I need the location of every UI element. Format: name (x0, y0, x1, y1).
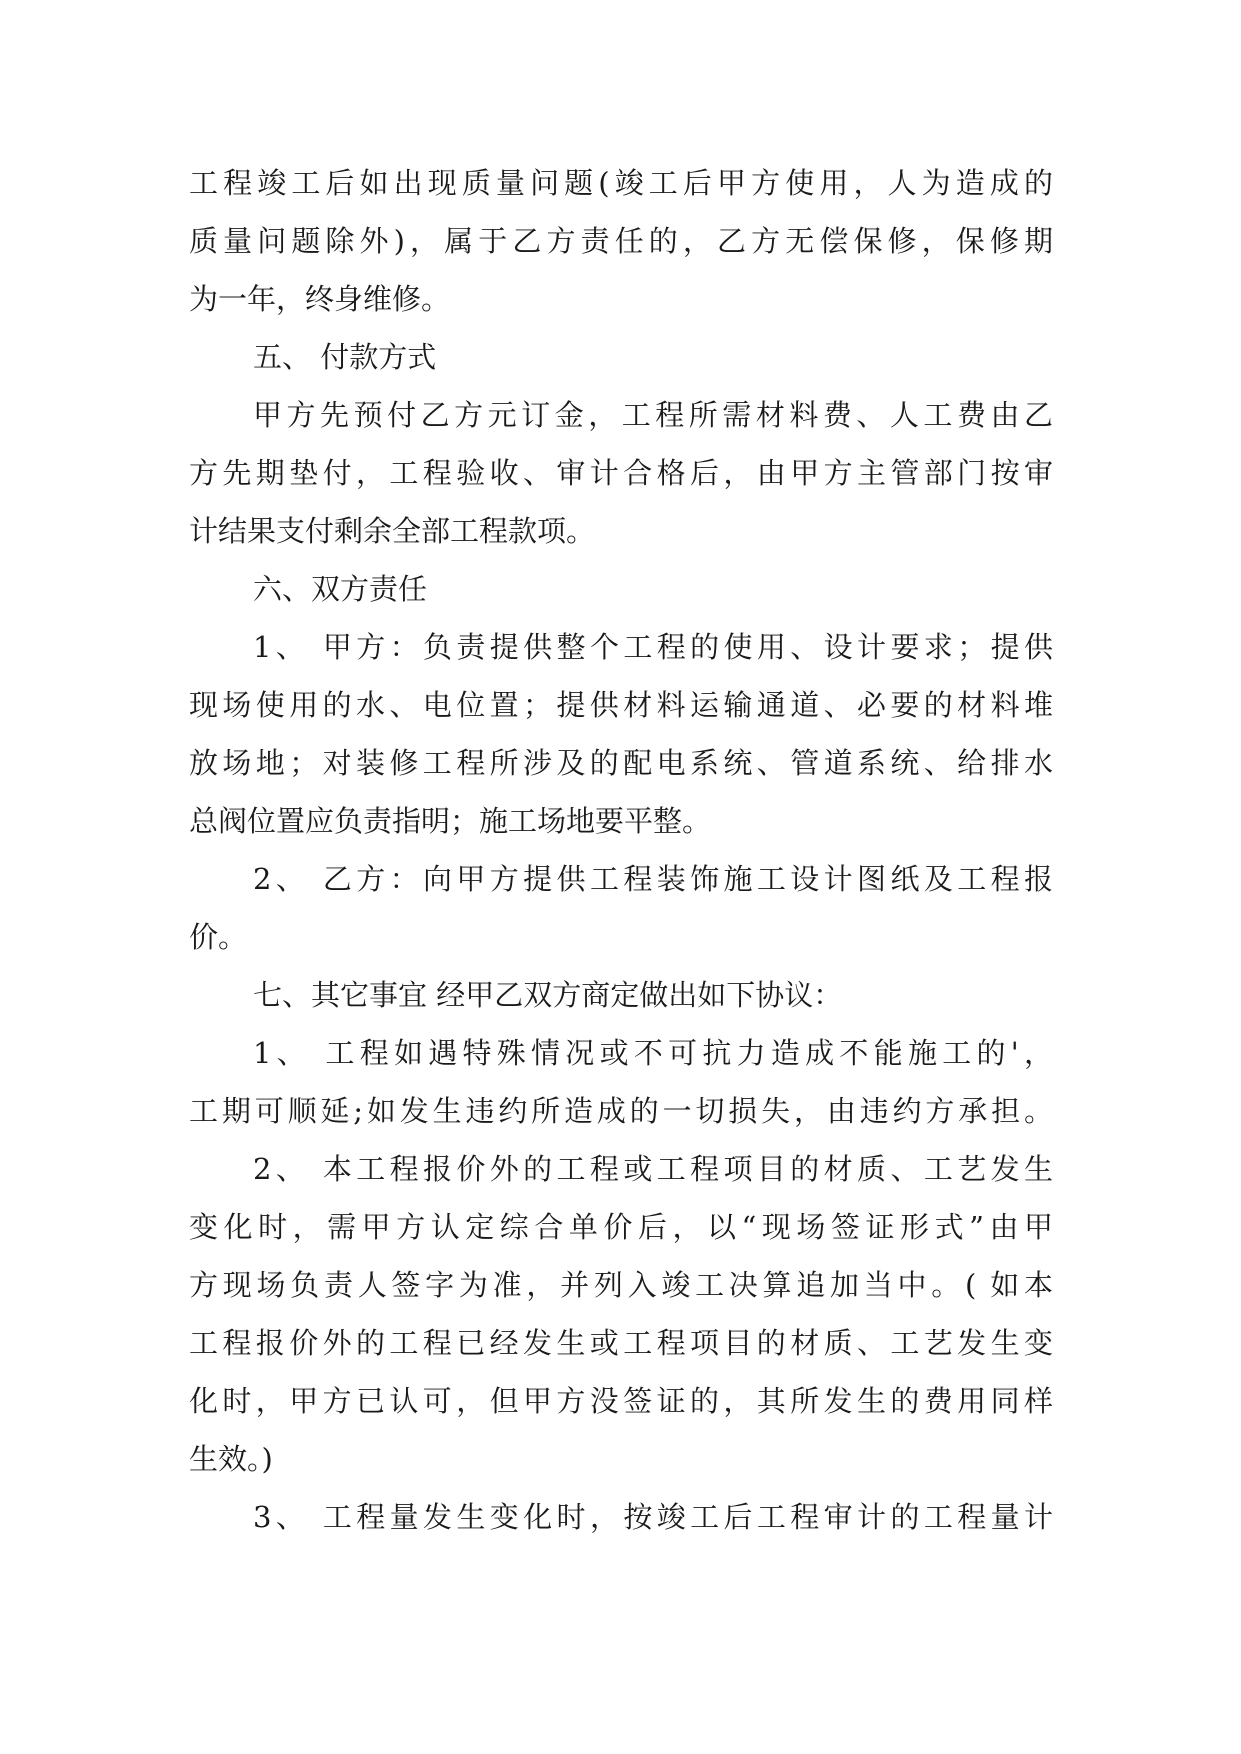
text-line: 1、 工程如遇特殊情况或不可抗力造成不能施工的'， (253, 1036, 1053, 1070)
text-line: 方先期垫付，工程验收、审计合格后，由甲方主管部门按审 (189, 456, 1053, 490)
text-line: 计结果支付剩余全部工程款项。 (189, 514, 596, 548)
text-line: 总阀位置应负责指明；施工场地要平整。 (189, 804, 712, 838)
text-line: 工程报价外的工程已经发生或工程项目的材质、工艺发生变 (189, 1326, 1053, 1360)
document-body (189, 154, 1053, 1546)
text-line: 五、 付款方式 (253, 340, 437, 374)
text-line: 质量问题除外)，属于乙方责任的，乙方无偿保修，保修期 (189, 224, 1053, 258)
text-line: 价。 (189, 920, 248, 954)
text-line: 化时，甲方已认可，但甲方没签证的，其所发生的费用同样 (189, 1384, 1053, 1418)
text-line: 工期可顺延;如发生违约所造成的一切损失，由违约方承担。 (189, 1094, 1053, 1128)
text-line: 为一年，终身维修。 (189, 282, 451, 316)
text-line: 六、双方责任 (253, 572, 428, 606)
text-line: 工程竣工后如出现质量问题(竣工后甲方使用，人为造成的 (189, 166, 1053, 200)
text-line: 方现场负责人签字为准，并列入竣工决算追加当中。( 如本 (189, 1268, 1053, 1302)
text-line: 变化时，需甲方认定综合单价后，以“现场签证形式”由甲 (189, 1210, 1053, 1244)
text-line: 2、 本工程报价外的工程或工程项目的材质、工艺发生 (253, 1152, 1053, 1186)
text-line: 2、 乙方：向甲方提供工程装饰施工设计图纸及工程报 (253, 862, 1053, 896)
text-line: 甲方先预付乙方元订金，工程所需材料费、人工费由乙 (253, 398, 1053, 432)
text-line: 现场使用的水、电位置；提供材料运输通道、必要的材料堆 (189, 688, 1053, 722)
text-line: 1、 甲方：负责提供整个工程的使用、设计要求；提供 (253, 630, 1053, 664)
text-line: 七、其它事宜 经甲乙双方商定做出如下协议： (253, 978, 843, 1012)
text-line: 放场地；对装修工程所涉及的配电系统、管道系统、给排水 (189, 746, 1053, 780)
text-line: 3、 工程量发生变化时，按竣工后工程审计的工程量计 (253, 1500, 1053, 1534)
text-line: 生效。) (189, 1442, 273, 1476)
